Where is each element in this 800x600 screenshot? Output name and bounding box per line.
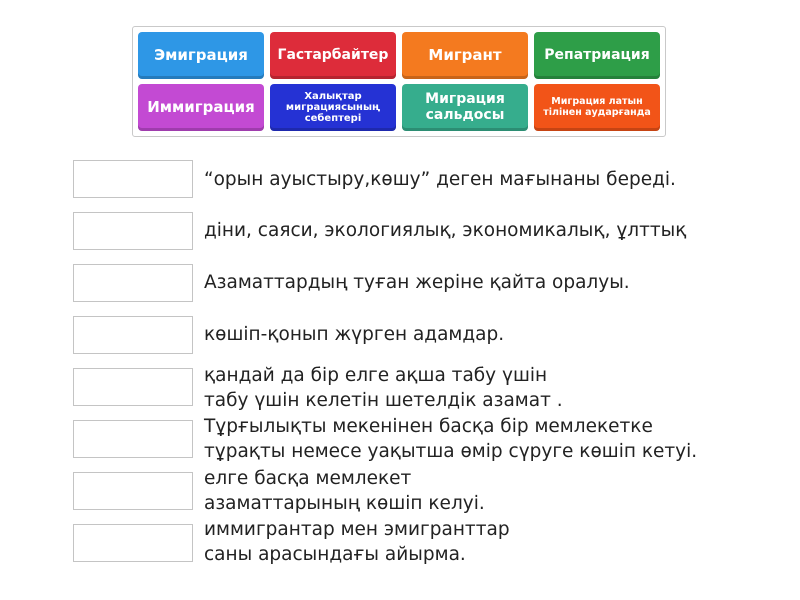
- tile-migration-balance[interactable]: Миграция сальдосы: [402, 84, 528, 131]
- row-description-8: иммигрантар мен эмигранттар саны арасындағы айырма.: [204, 519, 510, 565]
- row-description-5: қандай да бір елге ақша табу үшін табу үшін келетін шетелдік азамат .: [204, 365, 563, 411]
- row-description-1: “орын ауыстыру,көшу” деген мағынаны береді.: [204, 169, 676, 190]
- row-description-2: діни, саяси, экологиялық, экономикалық, ұлттық: [204, 220, 687, 241]
- answer-slot-3[interactable]: [73, 264, 193, 302]
- tile-migration-causes[interactable]: Халықтар миграциясының себептері: [270, 84, 396, 131]
- tile-repatriation[interactable]: Репатриация: [534, 32, 660, 79]
- tile-migration-latin-meaning[interactable]: Миграция латын тілінен аударғанда: [534, 84, 660, 131]
- answer-slot-1[interactable]: [73, 160, 193, 198]
- row-description-3: Азаматтардың туған жеріне қайта оралуы.: [204, 272, 630, 293]
- row-description-4: көшіп-қонып жүрген адамдар.: [204, 324, 505, 345]
- answer-slot-2[interactable]: [73, 212, 193, 250]
- tile-immigration[interactable]: Иммиграция: [138, 84, 264, 131]
- answer-slot-8[interactable]: [73, 524, 193, 562]
- answer-slot-4[interactable]: [73, 316, 193, 354]
- answer-slot-7[interactable]: [73, 472, 193, 510]
- answer-slot-6[interactable]: [73, 420, 193, 458]
- tile-emigration[interactable]: Эмиграция: [138, 32, 264, 79]
- row-description-7: елге басқа мемлекет азаматтарының көшіп келуі.: [204, 468, 485, 514]
- tile-guest-worker[interactable]: Гастарбайтер: [270, 32, 396, 79]
- tile-migrant[interactable]: Мигрант: [402, 32, 528, 79]
- row-description-6: Тұрғылықты мекенінен басқа бір мемлекетке тұрақты немесе уақытша өмір сүруге көшіп кетуі.: [204, 416, 698, 462]
- answer-slot-5[interactable]: [73, 368, 193, 406]
